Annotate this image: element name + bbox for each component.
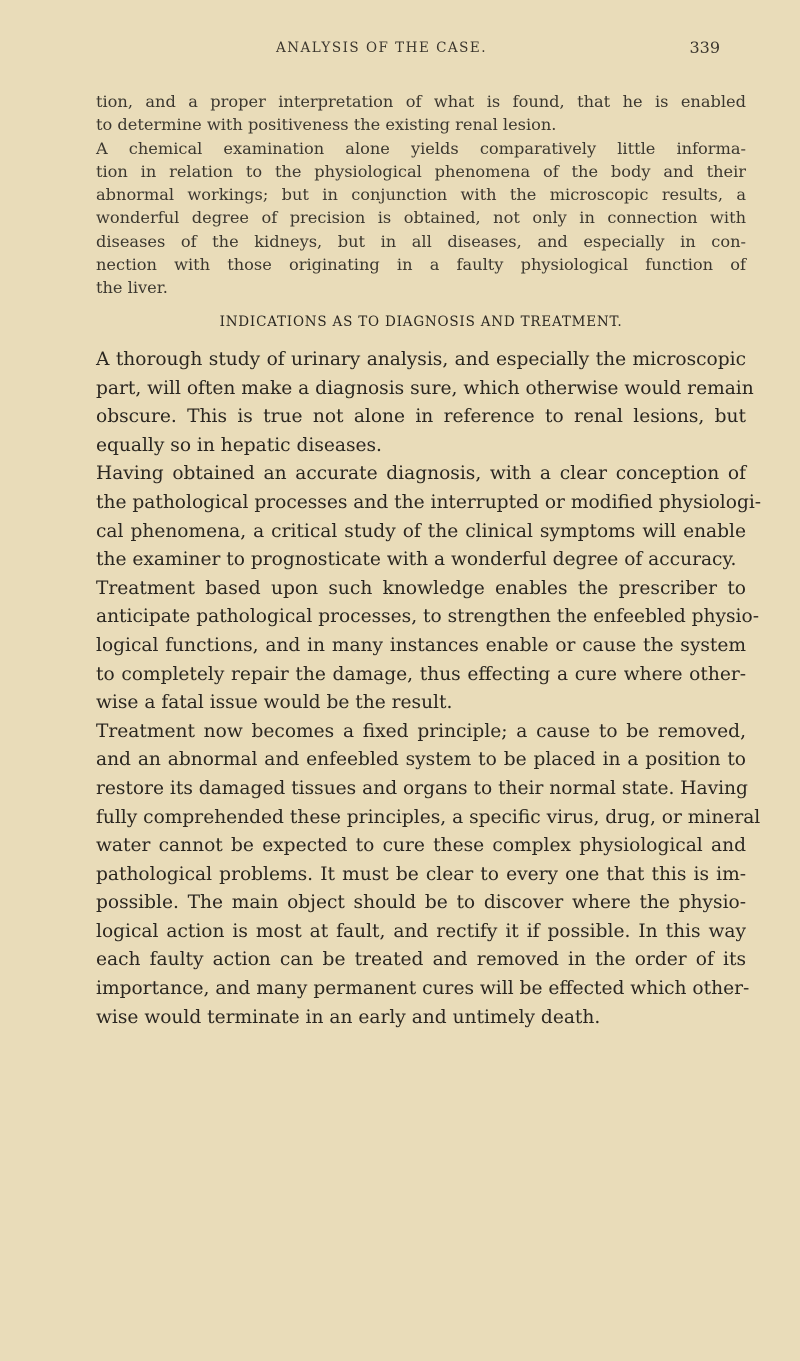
text-line: tion in relation to the physiological phenomena of the body and their <box>96 161 746 181</box>
text-line: the examiner to prognosticate with a wonderful degree of accuracy. <box>96 549 737 571</box>
running-header <box>276 38 720 62</box>
paragraph-block-1 <box>96 90 746 300</box>
text-line: part, will often make a diagnosis sure, which otherwise would remain <box>96 377 754 399</box>
paragraph-block-2 <box>96 346 762 1032</box>
text-line: logical functions, and in many instances enable or cause the system <box>96 634 746 656</box>
text-line: equally so in hepatic diseases. <box>96 434 382 456</box>
text-line: restore its damaged tissues and organs to their normal state. Having <box>96 777 748 799</box>
section-heading: INDICATIONS AS TO DIAGNOSIS AND TREATMENT. <box>219 314 623 330</box>
text-line: water cannot be expected to cure these complex physiological and <box>96 835 746 857</box>
page-number: 339 <box>689 38 720 57</box>
text-line: and an abnormal and enfeebled system to be placed in a position to <box>96 749 746 771</box>
text-line: to determine with positiveness the existing renal lesion. <box>96 115 557 135</box>
text-line: importance, and many permanent cures will be effected which other- <box>96 978 750 1000</box>
text-line: A chemical examination alone yields comparatively little informa- <box>96 138 746 158</box>
text-line: A thorough study of urinary analysis, and especially the microscopic <box>96 349 746 370</box>
text-line: wise a fatal issue would be the result. <box>96 692 453 714</box>
text-line: diseases of the kidneys, but in all diseases, and especially in con- <box>96 231 746 251</box>
text-line: Having obtained an accurate diagnosis, with a clear conception of <box>96 463 746 485</box>
text-line: anticipate pathological processes, to strengthen the enfeebled physio- <box>96 606 759 628</box>
text-line: logical action is most at fault, and rectify it if possible. In this way <box>96 920 746 942</box>
text-line: fully comprehended these principles, a specific virus, drug, or mineral <box>96 806 761 828</box>
text-line: Treatment now becomes a fixed principle; a cause to be removed, <box>96 720 746 742</box>
text-line: obscure. This is true not alone in reference to renal lesions, but <box>96 406 746 428</box>
text-line: Treatment based upon such knowledge enables the prescriber to <box>96 577 746 599</box>
text-line: cal phenomena, a critical study of the clinical symptoms will enable <box>96 520 746 542</box>
text-line: the pathological processes and the interrupted or modified physiologi- <box>96 491 762 513</box>
text-line: nection with those originating in a faulty physiological function of <box>96 255 746 275</box>
text-line: wise would terminate in an early and untimely death. <box>96 1006 601 1028</box>
text-line: possible. The main object should be to discover where the physio- <box>96 892 746 914</box>
text-line: tion, and a proper interpretation of what is found, that he is enabled <box>96 92 746 111</box>
text-line: wonderful degree of precision is obtained, not only in connection with <box>96 208 746 228</box>
text-line: the liver. <box>96 278 168 298</box>
text-line: abnormal workings; but in conjunction with the microscopic results, a <box>96 185 746 205</box>
text-line: each faulty action can be treated and removed in the order of its <box>96 949 746 971</box>
running-title: ANALYSIS OF THE CASE. <box>276 40 488 56</box>
text-line: pathological problems. It must be clear to every one that this is im- <box>96 863 746 885</box>
text-line: to completely repair the damage, thus effecting a cure where other- <box>96 663 746 685</box>
